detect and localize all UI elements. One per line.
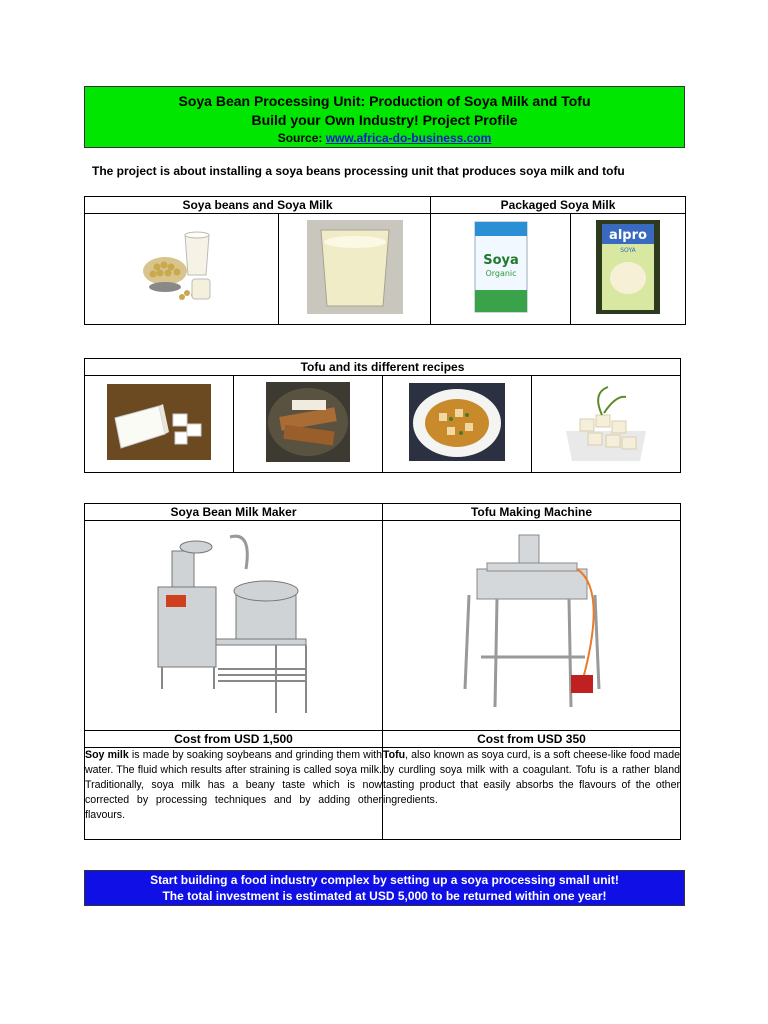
carton-2-image-cell (571, 214, 686, 325)
carton-1-label: Soya (482, 252, 519, 268)
tofu-block-image (107, 384, 211, 460)
source-line (85, 130, 684, 146)
tofu-machine-image-cell (383, 521, 681, 731)
tofu-description (383, 748, 681, 840)
banner-line-2: The total investment is estimated at USD 5,000 to be returned within one year! (162, 889, 607, 903)
tofu-machine-image (457, 529, 607, 717)
milk-glass-image (307, 220, 403, 314)
intro-text: The project is about installing a soya beans processing unit that produces soya milk and tofu (92, 164, 625, 178)
carton-1-sublabel: Organic (484, 268, 517, 278)
tofu-text: , also known as soya curd, is a soft cheese-like food made by curdling soya milk with a coagulant. Tofu is a rather bland tasting product that easily absorbs the flavours of the other ingredients. (383, 749, 680, 806)
tofu-term: Tofu (383, 749, 406, 761)
alpro-carton-image (596, 220, 660, 314)
title-line-2: Build your Own Industry! Project Profile (251, 112, 518, 128)
header-box (84, 86, 685, 148)
milk-maker-image (152, 529, 316, 717)
machines-table (84, 503, 681, 840)
source-label: Source: (277, 131, 323, 145)
carton-2-sub: SOYA (620, 246, 636, 254)
tofu-cubes-image (562, 381, 650, 463)
carton-2-brand: alpro (609, 227, 647, 243)
soy-milk-description (85, 748, 383, 840)
source-link[interactable]: www.africa-do-business.com (325, 131, 492, 145)
carton-1-image-cell (431, 214, 571, 325)
packaged-milk-header: Packaged Soya Milk (431, 197, 686, 214)
tofu-machine-header: Tofu Making Machine (383, 504, 681, 521)
tofu-stirfry-image (409, 383, 505, 461)
soya-milk-table (84, 196, 686, 325)
title-line-1: Soya Bean Processing Unit: Production of Soya Milk and Tofu (178, 93, 591, 109)
tofu-machine-cost: Cost from USD 350 (383, 731, 681, 748)
milk-maker-cost: Cost from USD 1,500 (85, 731, 383, 748)
tofu-block-cell (85, 376, 234, 473)
investment-banner (84, 870, 685, 906)
tofu-stirfry-cell (383, 376, 532, 473)
tofu-recipes-table (84, 358, 681, 473)
milk-maker-header: Soya Bean Milk Maker (85, 504, 383, 521)
tofu-recipes-header: Tofu and its different recipes (85, 359, 681, 376)
milk-maker-image-cell (85, 521, 383, 731)
soya-beans-image-cell (85, 214, 279, 325)
soya-beans-milk-header: Soya beans and Soya Milk (85, 197, 431, 214)
soy-milk-text: is made by soaking soybeans and grinding them with water. The fluid which results after straining is called soya milk. Traditionally, soya milk has a beany taste which is now corrected by processing techniques and by adding other flavours. (85, 749, 383, 821)
banner-line-1: Start building a food industry complex by setting up a soya processing small unit! (150, 873, 619, 887)
tofu-cubes-cell (532, 376, 681, 473)
grilled-tofu-cell (234, 376, 383, 473)
soy-milk-term: Soy milk (85, 749, 129, 761)
soya-beans-and-milk-image (137, 227, 227, 307)
milk-glass-image-cell (279, 214, 431, 325)
grilled-tofu-image (266, 382, 350, 462)
soya-carton-image (473, 220, 529, 314)
